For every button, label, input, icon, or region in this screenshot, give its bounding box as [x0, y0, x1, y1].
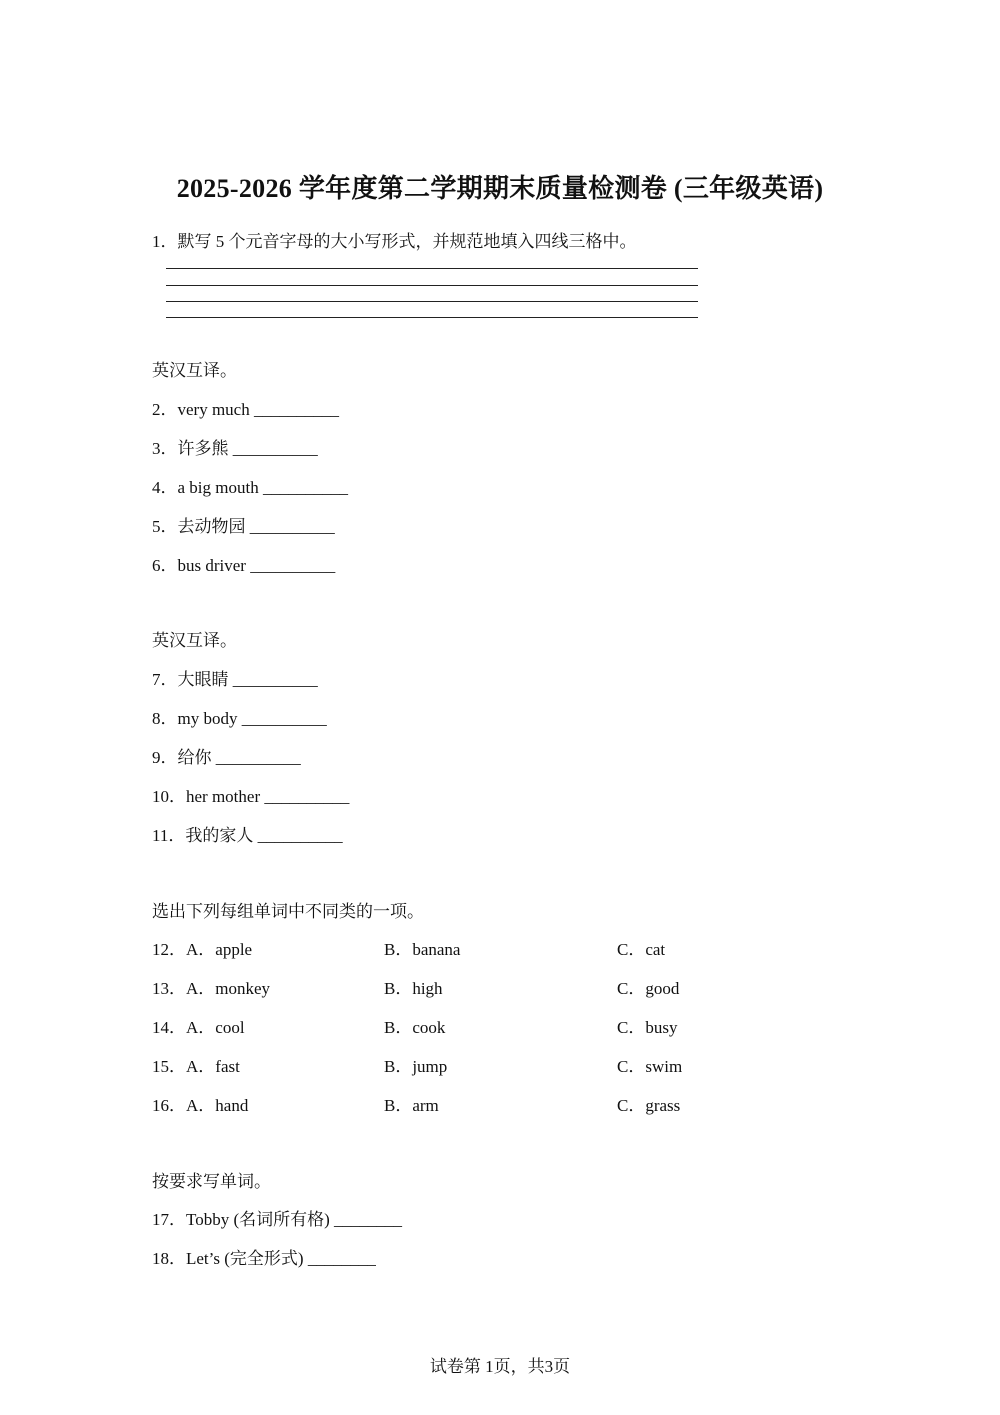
option-b: B．cook	[384, 1018, 446, 1037]
question-item: 2．very much __________	[152, 400, 339, 419]
question-item: 11．我的家人 __________	[152, 826, 343, 845]
option-b: B．arm	[384, 1096, 439, 1115]
option-a: 13．A．monkey	[152, 979, 271, 998]
grid-line	[166, 285, 698, 286]
option-c: C．grass	[617, 1096, 681, 1115]
question-item: 8．my body __________	[152, 709, 327, 728]
question-item: 3．许多熊 __________	[152, 439, 318, 458]
section-heading-translate: 英汉互译。	[152, 631, 237, 650]
section-heading-translate: 英汉互译。	[152, 361, 237, 380]
grid-line	[166, 268, 698, 269]
page-title: 2025-2026 学年度第二学期期末质量检测卷 (三年级英语)	[176, 174, 824, 203]
option-a: 14．A．cool	[152, 1018, 245, 1037]
option-c: C．swim	[617, 1057, 683, 1076]
option-c: C．cat	[617, 940, 666, 959]
question-item: 7．大眼睛 __________	[152, 670, 318, 689]
grid-line	[166, 301, 698, 302]
section-heading-choose: 选出下列每组单词中不同类的一项。	[152, 902, 424, 921]
option-a: 15．A．fast	[152, 1057, 240, 1076]
option-b: B．banana	[384, 940, 461, 959]
option-b: B．high	[384, 979, 443, 998]
option-c: C．good	[617, 979, 680, 998]
option-a: 12．A．apple	[152, 940, 253, 959]
question-item: 17．Tobby (名词所有格) ________	[152, 1210, 403, 1229]
question-item: 6．bus driver __________	[152, 556, 336, 575]
option-a: 16．A．hand	[152, 1096, 249, 1115]
question-item: 4．a big mouth __________	[152, 478, 348, 497]
question-item: 5．去动物园 __________	[152, 517, 335, 536]
page-footer: 试卷第 1页，共3页	[429, 1357, 571, 1376]
grid-line	[166, 317, 698, 318]
question-item: 10．her mother __________	[152, 787, 350, 806]
section-heading-write: 按要求写单词。	[152, 1172, 271, 1191]
option-c: C．busy	[617, 1018, 678, 1037]
option-b: B．jump	[384, 1057, 448, 1076]
question-1: 1．默写 5 个元音字母的大小写形式，并规范地填入四线三格中。	[152, 232, 637, 251]
question-item: 9．给你 __________	[152, 748, 301, 767]
question-item: 18．Let’s (完全形式) ________	[152, 1249, 376, 1268]
